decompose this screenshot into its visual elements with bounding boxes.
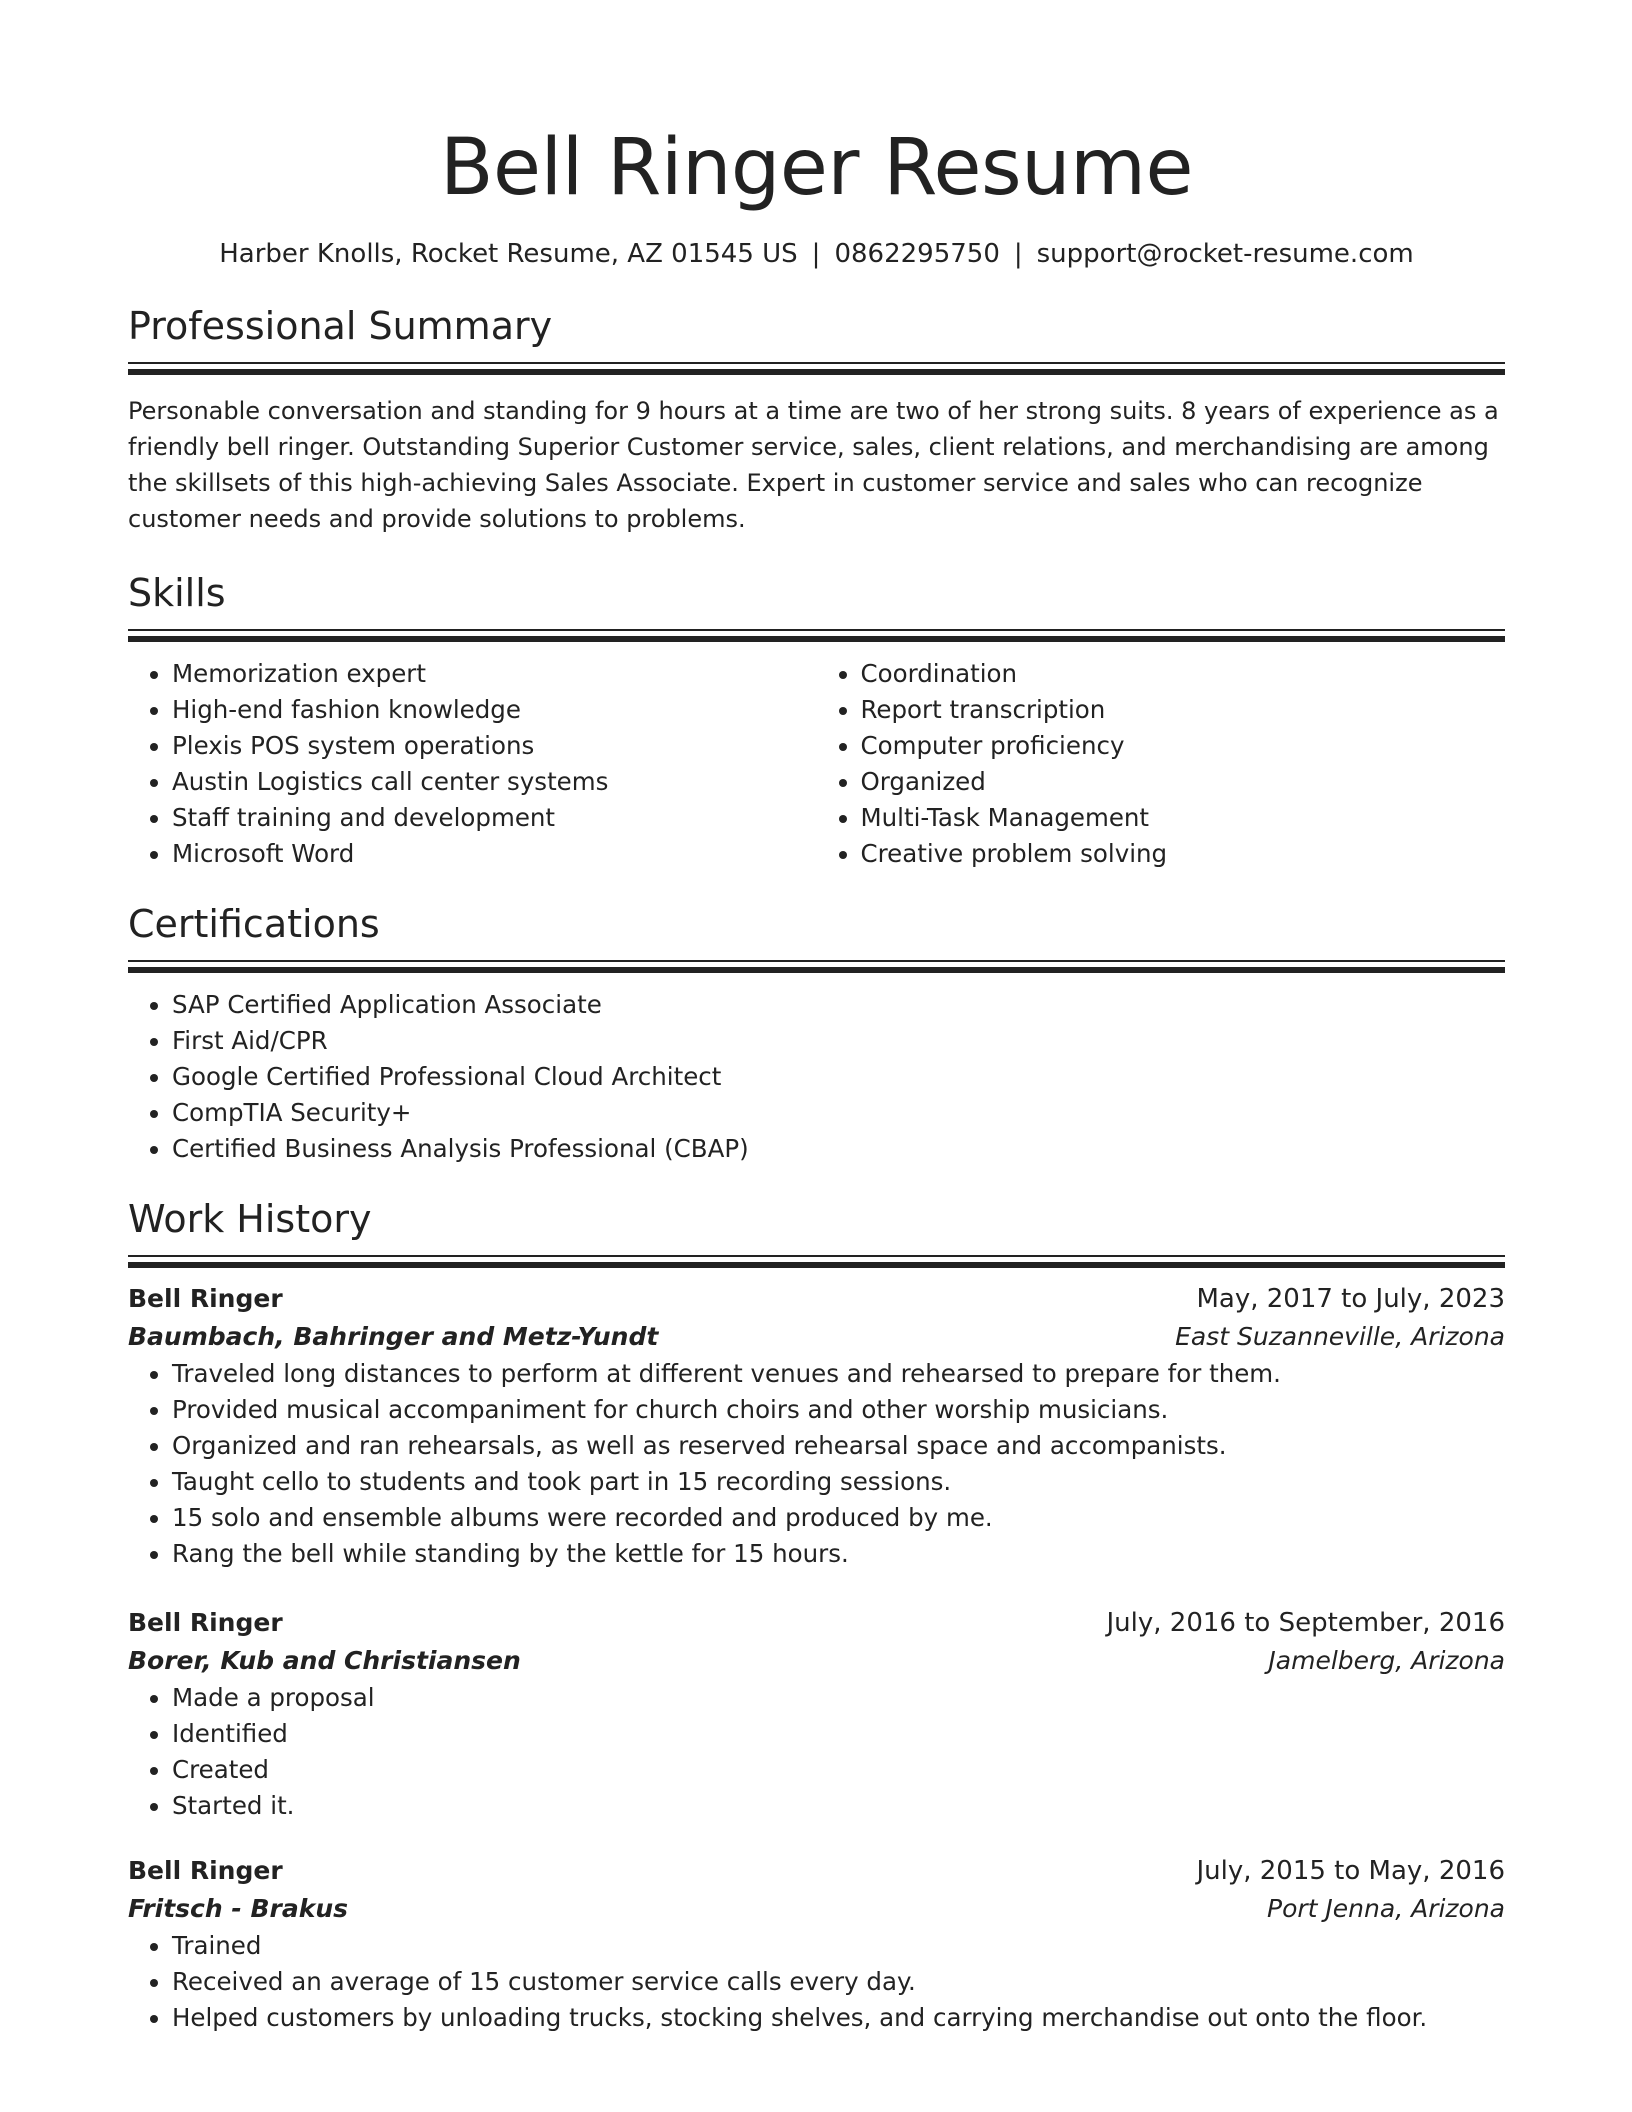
contact-line [128,236,1505,272]
job-subheader [128,1318,1505,1356]
section-divider [128,362,1505,364]
job-header [128,1852,1505,1890]
job-location: East Suzanneville, Arizona [1175,1322,1505,1351]
section-title-certifications: Certifications [128,902,380,946]
skills-list-right [817,656,1506,872]
section-work-history [128,1195,1505,2036]
job-subheader [128,1642,1505,1680]
contact-email[interactable]: support@rocket-resume.com [1036,239,1414,269]
skills-list-left [128,656,817,872]
section-title-work-history: Work History [128,1197,372,1241]
job-dates: July, 2016 to September, 2016 [1106,1608,1505,1638]
section-divider-thick [128,967,1505,973]
section-divider [128,960,1505,962]
contact-address: Harber Knolls, Rocket Resume, AZ 01545 US [219,239,798,269]
certification-item: • CompTIA Security+ [172,1095,1505,1131]
job-entry [128,1852,1505,2036]
job-duty: • Created [172,1752,1505,1788]
job-duty: • Helped customers by unloading trucks, stocking shelves, and carrying merchandise out onto the floor. [172,2000,1505,2036]
skill-item: • Microsoft Word [172,836,817,872]
section-divider-thick [128,1262,1505,1268]
job-location: Port Jenna, Arizona [1267,1894,1505,1923]
section-divider [128,629,1505,631]
contact-phone: 0862295750 [834,239,1000,269]
resume-title: Bell Ringer Resume [439,123,1194,213]
job-duty: • Started it. [172,1788,1505,1824]
job-duty: • Made a proposal [172,1680,1505,1716]
skill-item: • Organized [861,764,1506,800]
job-subheader [128,1890,1505,1928]
job-header [128,1604,1505,1642]
section-skills [128,569,1505,872]
skill-item: • Memorization expert [172,656,817,692]
contact-separator: | [1013,239,1023,269]
job-duties-list [128,1680,1505,1824]
skill-item: • Coordination [861,656,1506,692]
job-duty: • Rang the bell while standing by the kettle for 15 hours. [172,1536,1505,1572]
job-duties-list [128,1356,1505,1572]
section-title-summary: Professional Summary [128,304,553,348]
job-duty: • 15 solo and ensemble albums were recorded and produced by me. [172,1500,1505,1536]
certifications-list [128,987,1505,1167]
skill-item: • Report transcription [861,692,1506,728]
job-duty: • Identified [172,1716,1505,1752]
certification-item: • Certified Business Analysis Professional (CBAP) [172,1131,1505,1167]
certification-item: • SAP Certified Application Associate [172,987,1505,1023]
job-entry [128,1280,1505,1572]
skill-item: • Computer proficiency [861,728,1506,764]
skills-grid [128,656,1505,872]
section-divider-thick [128,369,1505,375]
section-summary [128,302,1505,537]
job-duty: • Traveled long distances to perform at different venues and rehearsed to prepare for them. [172,1356,1505,1392]
section-divider-thick [128,636,1505,642]
skill-item: • Multi-Task Management [861,800,1506,836]
job-title: Bell Ringer [128,1608,283,1637]
job-header [128,1280,1505,1318]
job-title: Bell Ringer [128,1284,283,1313]
section-title-skills: Skills [128,571,226,615]
job-company: Borer, Kub and Christiansen [128,1646,521,1675]
summary-text: Personable conversation and standing for 9 hours at a time are two of her strong suits. 8 years of experience as a friendly bell ringer. Outstanding Superior Customer service, sales, client relations, and merchandising are among the skillsets of this high-achieving Sales Associate. Expert in customer service and sales who can recognize customer needs and provide solutions to problems. [128,397,1499,533]
skill-item: • Staff training and development [172,800,817,836]
section-certifications [128,900,1505,1167]
job-duties-list [128,1928,1505,2036]
skill-item: • Austin Logistics call center systems [172,764,817,800]
job-company: Fritsch - Brakus [128,1894,349,1923]
certification-item: • First Aid/CPR [172,1023,1505,1059]
skill-item: • Creative problem solving [861,836,1506,872]
job-dates: May, 2017 to July, 2023 [1196,1284,1505,1314]
contact-separator: | [811,239,821,269]
job-dates: July, 2015 to May, 2016 [1196,1856,1505,1886]
section-divider [128,1255,1505,1257]
job-company: Baumbach, Bahringer and Metz-Yundt [128,1322,659,1351]
skill-item: • High-end fashion knowledge [172,692,817,728]
job-duty: • Trained [172,1928,1505,1964]
certification-item: • Google Certified Professional Cloud Architect [172,1059,1505,1095]
job-duty: • Organized and ran rehearsals, as well as reserved rehearsal space and accompanists. [172,1428,1505,1464]
job-entry [128,1604,1505,1824]
job-duty: • Taught cello to students and took part in 15 recording sessions. [172,1464,1505,1500]
job-title: Bell Ringer [128,1856,283,1885]
skill-item: • Plexis POS system operations [172,728,817,764]
job-duty: • Received an average of 15 customer service calls every day. [172,1964,1505,2000]
job-location: Jamelberg, Arizona [1268,1646,1505,1675]
job-duty: • Provided musical accompaniment for church choirs and other worship musicians. [172,1392,1505,1428]
